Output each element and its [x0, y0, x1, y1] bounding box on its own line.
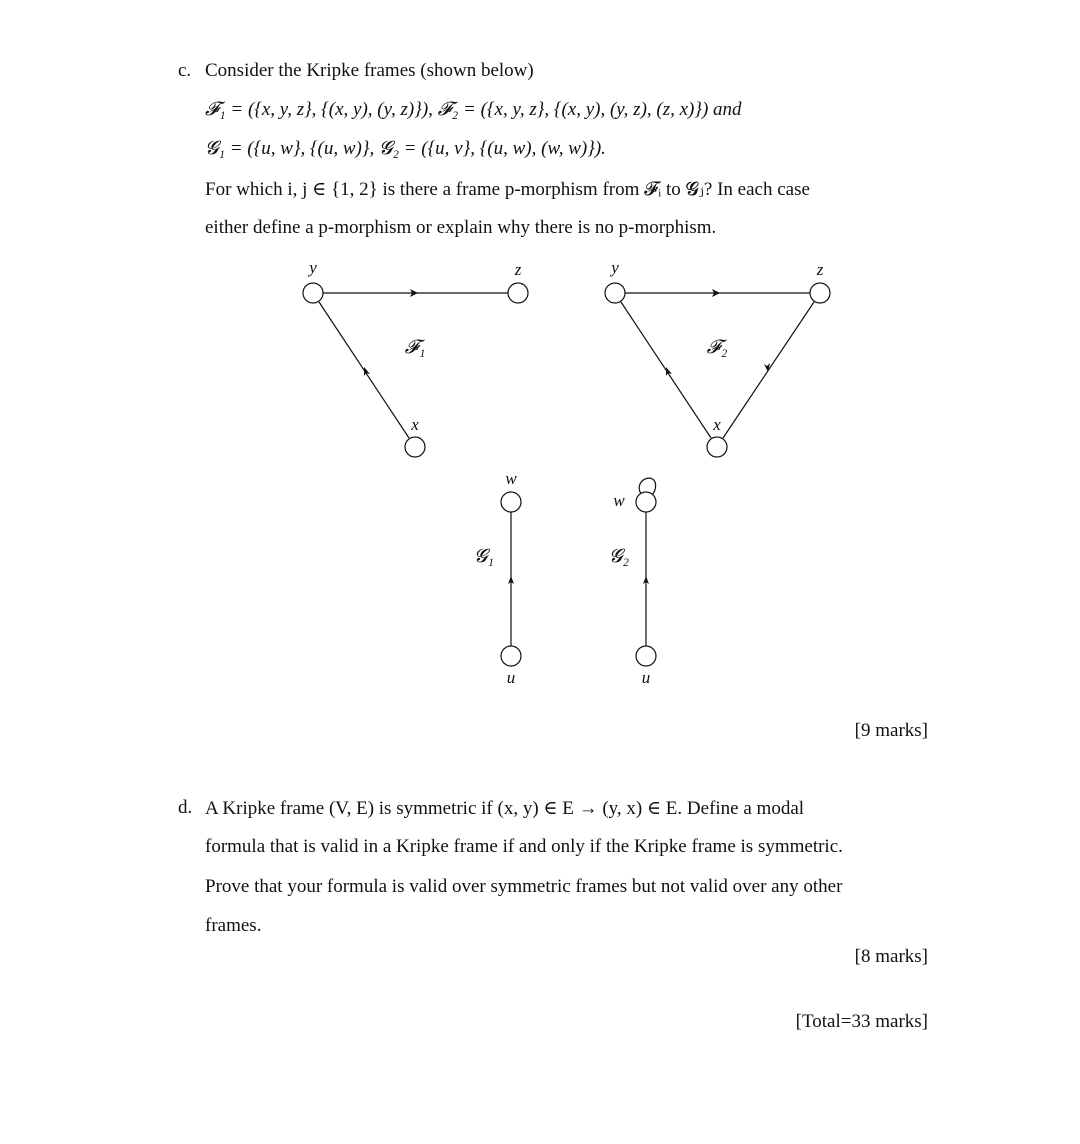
f1-node-y — [303, 283, 323, 303]
question-c-prompt-line-1: For which i, j ∈ {1, 2} is there a frame p-morphism from 𝓕ᵢ to 𝓖ⱼ? In each case — [205, 179, 810, 200]
question-c-label: c. — [178, 60, 192, 81]
g2-node-u — [636, 646, 656, 666]
f2-node-x — [707, 437, 727, 457]
question-c-definition-f: 𝓕₁ = ({x, y, z}, {(x, y), (y, z)}), 𝓕₂ = ({x, y, z}, {(x, y), (y, z), (z, x)}) and — [205, 99, 742, 120]
f1-label-x: x — [411, 415, 419, 434]
f1-node-z — [508, 283, 528, 303]
question-d-line-2: formula that is valid in a Kripke frame if and only if the Kripke frame is symmetric. — [205, 836, 843, 857]
f2-arrow-z-x — [764, 363, 770, 372]
f1-frame-name: 𝓕₁ — [404, 337, 426, 358]
question-c-prompt-line-2: either define a p-morphism or explain why there is no p-morphism. — [205, 217, 717, 238]
question-d-label: d. — [178, 797, 193, 818]
f2-label-x: x — [713, 415, 721, 434]
f1-label-y: y — [309, 258, 317, 277]
g2-node-w — [636, 492, 656, 512]
question-d-line-4: frames. — [205, 915, 262, 936]
g1-frame-name: 𝓖₁ — [474, 546, 494, 567]
g1-node-u — [501, 646, 521, 666]
g1-label-u: u — [506, 668, 516, 687]
question-d-line-1: A Kripke frame (V, E) is symmetric if (x, y) ∈ E → (y, x) ∈ E. Define a modal — [205, 798, 805, 819]
question-c-marks: [9 marks] — [854, 720, 928, 741]
f2-frame-name: 𝓕₂ — [706, 337, 728, 358]
f2-node-y — [605, 283, 625, 303]
question-c-definition-g: 𝓖₁ = ({u, w}, {(u, w)}, 𝓖₂ = ({u, v}, {(u, w), (w, w)}). — [205, 138, 606, 159]
question-c-intro: Consider the Kripke frames (shown below) — [205, 60, 534, 81]
f2-node-z — [810, 283, 830, 303]
g2-label-u: u — [641, 668, 651, 687]
f2-label-y: y — [611, 258, 619, 277]
g1-node-w — [501, 492, 521, 512]
g1-label-w: w — [505, 469, 517, 488]
f2-edge-z-x — [723, 302, 814, 438]
g2-frame-name: 𝓖₂ — [609, 546, 629, 567]
f1-label-z: z — [514, 260, 522, 279]
question-d-marks: [8 marks] — [854, 946, 928, 967]
total-marks: [Total=33 marks] — [795, 1011, 928, 1032]
question-d-line-3: Prove that your formula is valid over symmetric frames but not valid over any other — [205, 876, 843, 897]
f1-node-x — [405, 437, 425, 457]
g2-label-w: w — [613, 491, 625, 510]
f2-label-z: z — [816, 260, 824, 279]
